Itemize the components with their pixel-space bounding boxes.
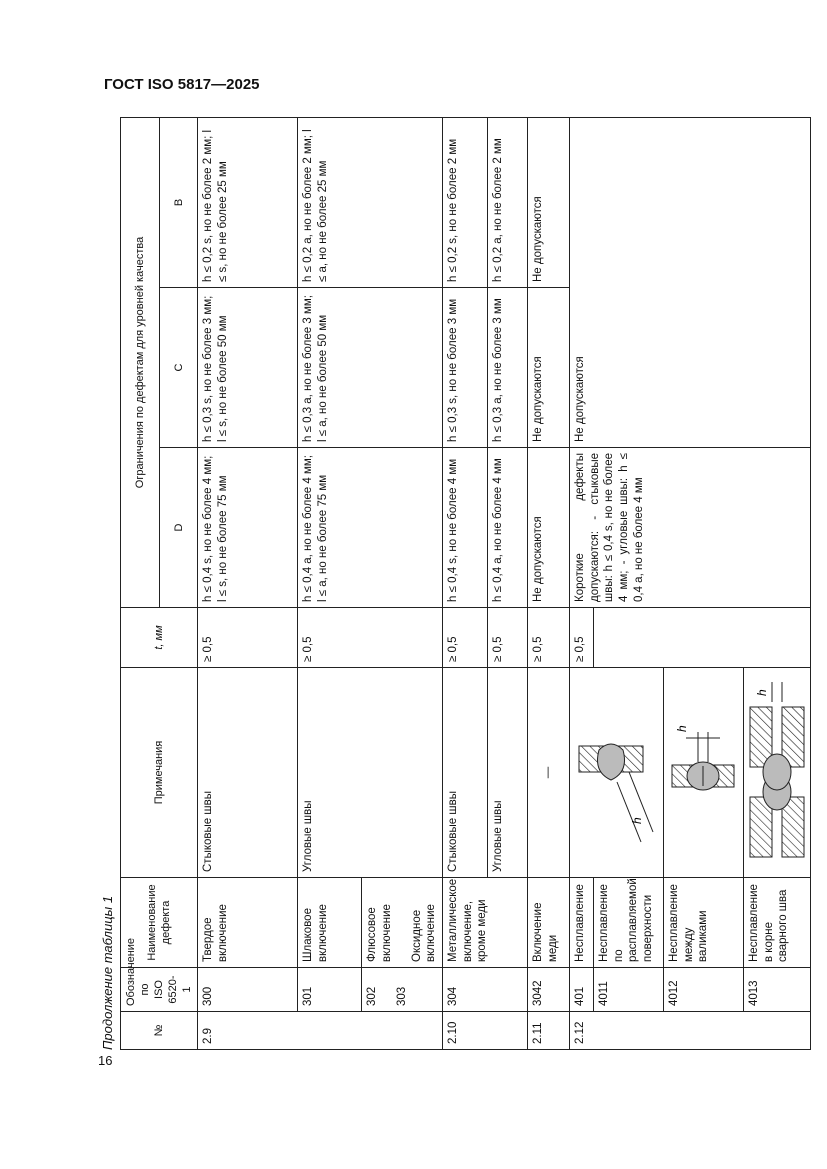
limit-b: h ≤ 0,2 a, но не более 2 мм — [487, 117, 527, 287]
t-value: ≥ 0,5 — [298, 608, 443, 668]
document-header: ГОСТ ISO 5817—2025 — [104, 76, 260, 93]
defect-name: Несплавление в корне сварного шва — [743, 878, 810, 968]
col-limits: Ограничения по дефектам для уровней качества — [121, 117, 160, 607]
row-no: 2.12 — [569, 1012, 810, 1050]
defect-name: Несплавление по расплавляемой поверхности — [593, 878, 663, 968]
table-continuation-caption: Продолжение таблицы 1 — [100, 895, 115, 1050]
defect-name: Шлаковое включение — [298, 878, 362, 968]
defect-name: Включение меди — [527, 878, 569, 968]
t-value-empty — [593, 608, 810, 668]
limit-c: h ≤ 0,3 s, но не более 3 мм — [442, 288, 487, 448]
defects-table — [120, 118, 790, 1050]
limit-b: h ≤ 0,2 s, но не более 2 мм; l ≤ s, но не более 25 мм — [198, 117, 298, 287]
table-row — [198, 117, 258, 1049]
t-value: ≥ 0,5 — [442, 608, 487, 668]
defect-name: Флюсовое включение Оксидное включение — [362, 878, 443, 968]
row-no: 2.10 — [442, 1012, 527, 1050]
limit-d: h ≤ 0,4 a, но не более 4 мм; l ≤ a, но не более 75 мм — [298, 448, 443, 608]
page-number: 16 — [98, 1053, 113, 1068]
col-level-d: D — [159, 448, 198, 608]
table-row — [442, 117, 487, 1049]
defect-name: Твердое включение — [198, 878, 298, 968]
defect-code: 3042 — [527, 968, 569, 1012]
defect-code: 4013 — [743, 968, 810, 1012]
limit-b: h ≤ 0,2 s, но не более 2 мм — [442, 117, 487, 287]
limit-c: Не допускаются — [527, 288, 569, 448]
defect-code: 4012 — [663, 968, 743, 1012]
limit-c: h ≤ 0,3 a, но не более 3 мм; l ≤ a, но не более 50 мм — [298, 288, 443, 448]
limit-d: h ≤ 0,4 s, но не более 4 мм; l ≤ s, но не более 75 мм — [198, 448, 298, 608]
limit-c-b: Не допускаются — [569, 117, 810, 447]
defect-code: 302 303 — [362, 968, 443, 1012]
limit-c: h ≤ 0,3 a, но не более 3 мм — [487, 288, 527, 448]
defect-name: Несплавление между валиками — [663, 878, 743, 968]
col-no: № — [121, 1012, 198, 1050]
svg-text:h: h — [630, 817, 645, 825]
row-no: 2.9 — [198, 1012, 443, 1050]
limit-c: h ≤ 0,3 s, но не более 3 мм; l ≤ s, но не более 50 мм — [198, 288, 298, 448]
figure-4013 — [743, 668, 810, 878]
defect-code: 301 — [298, 968, 362, 1012]
defect-name: Металлическое включение, кроме меди — [442, 878, 527, 968]
t-value: ≥ 0,5 — [527, 608, 569, 668]
remark: Угловые швы — [298, 668, 443, 878]
svg-text:h: h — [675, 725, 690, 733]
col-t: t, мм — [121, 608, 198, 668]
limit-d: Короткие дефекты допускаются: - стыковые швы: h ≤ 0,4 s, но не более 4 мм; - угловые швы: h ≤ 0,4 a, но не более 4 мм — [569, 448, 810, 608]
figure-4011 — [569, 668, 663, 878]
table-row — [527, 117, 569, 1049]
col-name: Наименование дефекта — [121, 878, 198, 968]
defect-name: Несплавление — [569, 878, 593, 968]
svg-text:h: h — [754, 689, 769, 697]
defect-code: 4011 — [593, 968, 663, 1012]
defect-code: 401 — [569, 968, 593, 1012]
defect-code: 300 — [198, 968, 298, 1012]
col-level-b: B — [159, 117, 198, 287]
col-level-c: C — [159, 288, 198, 448]
remark: Стыковые швы — [198, 668, 298, 878]
limit-b: Не допускаются — [527, 117, 569, 287]
remark: Угловые швы — [487, 668, 527, 878]
t-value: ≥ 0,5 — [198, 608, 298, 668]
limit-d: Не допускаются — [527, 448, 569, 608]
remark: Стыковые швы — [442, 668, 487, 878]
table-row — [298, 117, 362, 1049]
row-no: 2.11 — [527, 1012, 569, 1050]
limit-d: h ≤ 0,4 s, но не более 4 мм — [442, 448, 487, 608]
t-value: ≥ 0,5 — [569, 608, 593, 668]
limit-b: h ≤ 0,2 a, но не более 2 мм; l ≤ a, но не более 25 мм — [298, 117, 443, 287]
table-row — [569, 117, 593, 1049]
col-remarks: Примечания — [121, 668, 198, 878]
limit-d: h ≤ 0,4 a, но не более 4 мм — [487, 448, 527, 608]
col-designation: Обозначение по ISO 6520-1 — [121, 968, 198, 1012]
t-value: ≥ 0,5 — [487, 608, 527, 668]
figure-4012 — [663, 668, 743, 878]
remark: — — [527, 668, 569, 878]
defect-code: 304 — [442, 968, 527, 1012]
